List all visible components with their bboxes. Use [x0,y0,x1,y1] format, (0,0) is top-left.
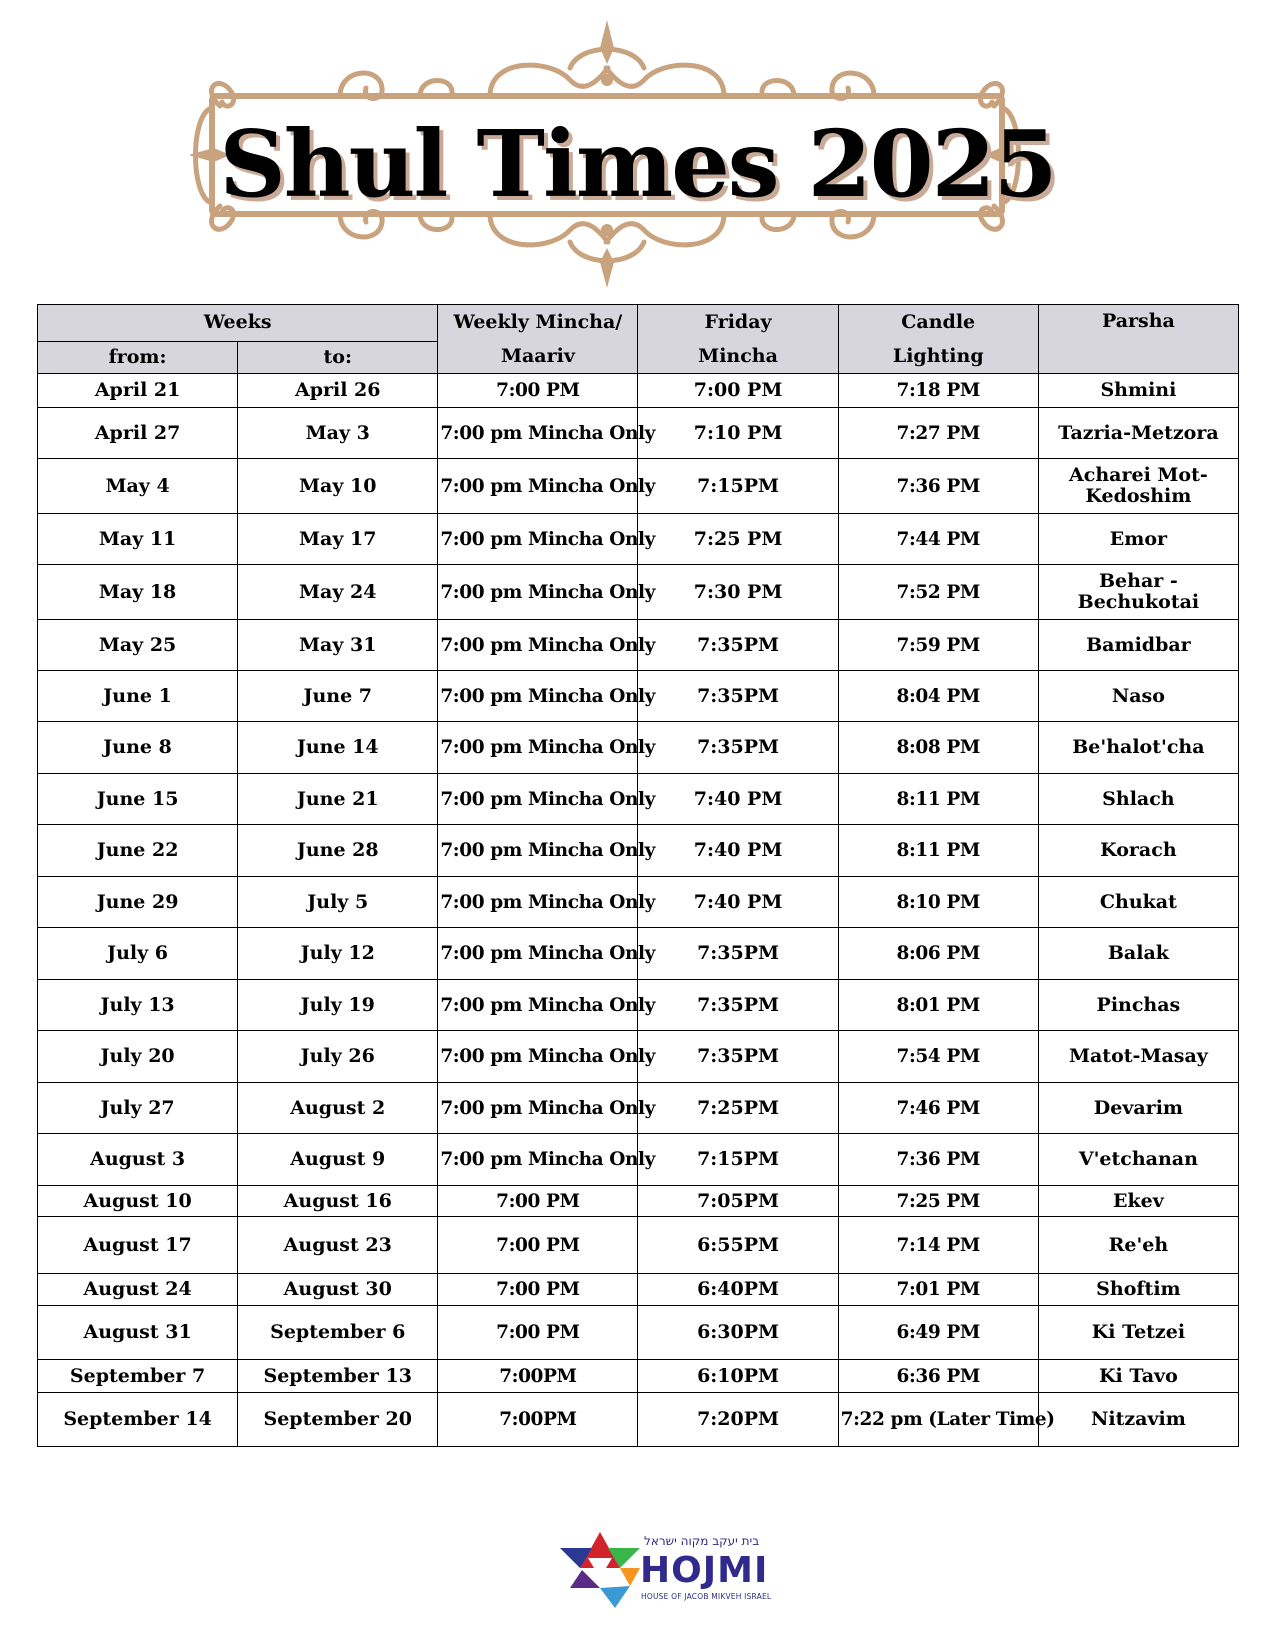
to-cell: May 31 [238,620,438,671]
friday-mincha-cell: 7:05PM [638,1186,838,1217]
weekly-mincha-cell: 7:00 pm Mincha Only [438,774,638,825]
parsha-cell: V'etchanan [1038,1134,1238,1186]
table-row [38,1217,1239,1274]
weekly-mincha-cell: 7:00 pm Mincha Only [438,1083,638,1134]
parsha-cell: Re'eh [1038,1217,1238,1274]
from-cell: September 7 [38,1360,238,1393]
table-row [38,980,1239,1031]
parsha-cell: Nitzavim [1038,1393,1238,1447]
friday-mincha-cell: 7:20PM [638,1393,838,1447]
to-header: to: [238,341,438,373]
to-cell: May 17 [238,514,438,565]
table-row [38,1031,1239,1083]
to-cell: September 6 [238,1306,438,1360]
to-cell: September 13 [238,1360,438,1393]
weekly-mincha-cell: 7:00 pm Mincha Only [438,722,638,774]
weekly-mincha-cell: 7:00 pm Mincha Only [438,1031,638,1083]
weekly-mincha-cell: 7:00PM [438,1393,638,1447]
to-cell: April 26 [238,374,438,408]
from-cell: July 13 [38,980,238,1031]
friday-mincha-cell: 7:35PM [638,722,838,774]
friday-mincha-cell: 7:35PM [638,980,838,1031]
to-cell: July 19 [238,980,438,1031]
candle-lighting-cell: 7:01 PM [838,1274,1038,1306]
to-cell: June 21 [238,774,438,825]
friday-mincha-cell: 7:35PM [638,928,838,980]
from-cell: June 8 [38,722,238,774]
to-cell: August 9 [238,1134,438,1186]
weekly-mincha-cell: 7:00 pm Mincha Only [438,620,638,671]
weekly-mincha-cell: 7:00 pm Mincha Only [438,1134,638,1186]
to-cell: August 16 [238,1186,438,1217]
candle-lighting-cell: 8:08 PM [838,722,1038,774]
from-cell: May 25 [38,620,238,671]
table-row [38,408,1239,459]
from-header: from: [38,341,238,373]
from-cell: June 1 [38,671,238,722]
parsha-cell: Tazria-Metzora [1038,408,1238,459]
weekly-mincha-cell: 7:00 pm Mincha Only [438,928,638,980]
from-cell: August 31 [38,1306,238,1360]
from-cell: August 17 [38,1217,238,1274]
from-cell: July 6 [38,928,238,980]
table-row [38,1306,1239,1360]
to-cell: July 12 [238,928,438,980]
table-row [38,514,1239,565]
friday-mincha-cell: 7:35PM [638,671,838,722]
friday-mincha-cell: 7:40 PM [638,774,838,825]
weekly-mincha-cell: 7:00 pm Mincha Only [438,565,638,620]
from-cell: August 10 [38,1186,238,1217]
weekly-mincha-cell: 7:00 pm Mincha Only [438,408,638,459]
table-row [38,1274,1239,1306]
candle-lighting-cell: 7:59 PM [838,620,1038,671]
schedule-table [37,304,1239,1447]
table-row [38,374,1239,408]
parsha-cell: Shmini [1038,374,1238,408]
parsha-cell: Korach [1038,825,1238,877]
candle-lighting-cell: 7:22 pm (Later Time) [838,1393,1038,1447]
to-cell: June 7 [238,671,438,722]
weekly-mincha-cell: 7:00 pm Mincha Only [438,825,638,877]
table-row [38,671,1239,722]
table-row [38,722,1239,774]
weeks-header: Weeks [38,305,438,342]
weekly-mincha-cell: 7:00 PM [438,1306,638,1360]
weekly-mincha-cell: 7:00 PM [438,1217,638,1274]
from-cell: August 24 [38,1274,238,1306]
from-cell: April 21 [38,374,238,408]
weekly-mincha-header: Weekly Mincha/ Maariv [438,305,638,374]
friday-mincha-cell: 6:55PM [638,1217,838,1274]
parsha-cell: Naso [1038,671,1238,722]
parsha-cell: Be'halot'cha [1038,722,1238,774]
friday-mincha-cell: 7:40 PM [638,825,838,877]
friday-mincha-cell: 7:25 PM [638,514,838,565]
from-cell: April 27 [38,408,238,459]
parsha-cell: Ki Tavo [1038,1360,1238,1393]
table-row [38,1134,1239,1186]
from-cell: July 27 [38,1083,238,1134]
parsha-cell: Shlach [1038,774,1238,825]
candle-lighting-cell: 7:27 PM [838,408,1038,459]
friday-mincha-cell: 6:30PM [638,1306,838,1360]
weekly-mincha-cell: 7:00PM [438,1360,638,1393]
friday-mincha-cell: 7:35PM [638,620,838,671]
to-cell: September 20 [238,1393,438,1447]
friday-mincha-cell: 7:00 PM [638,374,838,408]
candle-lighting-cell: 7:46 PM [838,1083,1038,1134]
friday-mincha-cell: 7:15PM [638,1134,838,1186]
logo-name: HOJMI [640,1550,769,1591]
weekly-mincha-cell: 7:00 pm Mincha Only [438,514,638,565]
table-row [38,877,1239,928]
parsha-cell: Devarim [1038,1083,1238,1134]
title-banner [190,18,1085,303]
candle-lighting-cell: 6:49 PM [838,1306,1038,1360]
candle-lighting-cell: 6:36 PM [838,1360,1038,1393]
candle-lighting-cell: 7:54 PM [838,1031,1038,1083]
schedule-rows [38,374,1239,1447]
table-row [38,774,1239,825]
from-cell: May 11 [38,514,238,565]
weekly-mincha-cell: 7:00 pm Mincha Only [438,671,638,722]
to-cell: June 28 [238,825,438,877]
friday-mincha-cell: 7:10 PM [638,408,838,459]
from-cell: July 20 [38,1031,238,1083]
friday-mincha-cell: 6:10PM [638,1360,838,1393]
table-row [38,1083,1239,1134]
candle-lighting-cell: 7:25 PM [838,1186,1038,1217]
parsha-cell: Ki Tetzei [1038,1306,1238,1360]
candle-lighting-cell: 8:04 PM [838,671,1038,722]
from-cell: June 22 [38,825,238,877]
to-cell: August 23 [238,1217,438,1274]
friday-mincha-cell: 7:40 PM [638,877,838,928]
candle-lighting-cell: 8:11 PM [838,774,1038,825]
friday-mincha-cell: 7:25PM [638,1083,838,1134]
weekly-mincha-cell: 7:00 PM [438,374,638,408]
candle-lighting-cell: 7:44 PM [838,514,1038,565]
parsha-cell: Shoftim [1038,1274,1238,1306]
table-row [38,928,1239,980]
logo-subtitle: HOUSE OF JACOB MIKVEH ISRAEL [641,1592,772,1601]
candle-lighting-cell: 8:06 PM [838,928,1038,980]
from-cell: September 14 [38,1393,238,1447]
parsha-cell: Acharei Mot-Kedoshim [1038,459,1238,514]
to-cell: July 26 [238,1031,438,1083]
candle-lighting-cell: 7:52 PM [838,565,1038,620]
table-row [38,459,1239,514]
weekly-mincha-cell: 7:00 pm Mincha Only [438,877,638,928]
weekly-mincha-cell: 7:00 PM [438,1274,638,1306]
page-title: Shul Times 2025 [219,110,1056,218]
from-cell: May 18 [38,565,238,620]
weekly-mincha-cell: 7:00 pm Mincha Only [438,459,638,514]
candle-lighting-cell: 8:01 PM [838,980,1038,1031]
parsha-cell: Matot-Masay [1038,1031,1238,1083]
candle-lighting-cell: 7:36 PM [838,459,1038,514]
candle-lighting-cell: 7:18 PM [838,374,1038,408]
parsha-cell: Bamidbar [1038,620,1238,671]
candle-lighting-cell: 7:14 PM [838,1217,1038,1274]
friday-mincha-cell: 7:30 PM [638,565,838,620]
parsha-cell: Behar -Bechukotai [1038,565,1238,620]
candle-lighting-header: Candle Lighting [838,305,1038,374]
parsha-header: Parsha [1038,305,1238,374]
friday-mincha-cell: 7:35PM [638,1031,838,1083]
table-row [38,825,1239,877]
to-cell: June 14 [238,722,438,774]
table-row [38,1393,1239,1447]
friday-mincha-header: Friday Mincha [638,305,838,374]
parsha-cell: Ekev [1038,1186,1238,1217]
from-cell: May 4 [38,459,238,514]
to-cell: May 3 [238,408,438,459]
logo-hebrew: בית יעקב מקוה ישראל [644,1534,760,1548]
from-cell: June 29 [38,877,238,928]
friday-mincha-cell: 6:40PM [638,1274,838,1306]
table-row [38,1360,1239,1393]
table-row [38,620,1239,671]
weekly-mincha-cell: 7:00 pm Mincha Only [438,980,638,1031]
from-cell: June 15 [38,774,238,825]
to-cell: May 10 [238,459,438,514]
weekly-mincha-cell: 7:00 PM [438,1186,638,1217]
to-cell: August 2 [238,1083,438,1134]
to-cell: August 30 [238,1274,438,1306]
candle-lighting-cell: 7:36 PM [838,1134,1038,1186]
parsha-cell: Pinchas [1038,980,1238,1031]
parsha-cell: Balak [1038,928,1238,980]
from-cell: August 3 [38,1134,238,1186]
to-cell: July 5 [238,877,438,928]
parsha-cell: Emor [1038,514,1238,565]
to-cell: May 24 [238,565,438,620]
table-row [38,565,1239,620]
table-row [38,1186,1239,1217]
candle-lighting-cell: 8:10 PM [838,877,1038,928]
candle-lighting-cell: 8:11 PM [838,825,1038,877]
friday-mincha-cell: 7:15PM [638,459,838,514]
parsha-cell: Chukat [1038,877,1238,928]
